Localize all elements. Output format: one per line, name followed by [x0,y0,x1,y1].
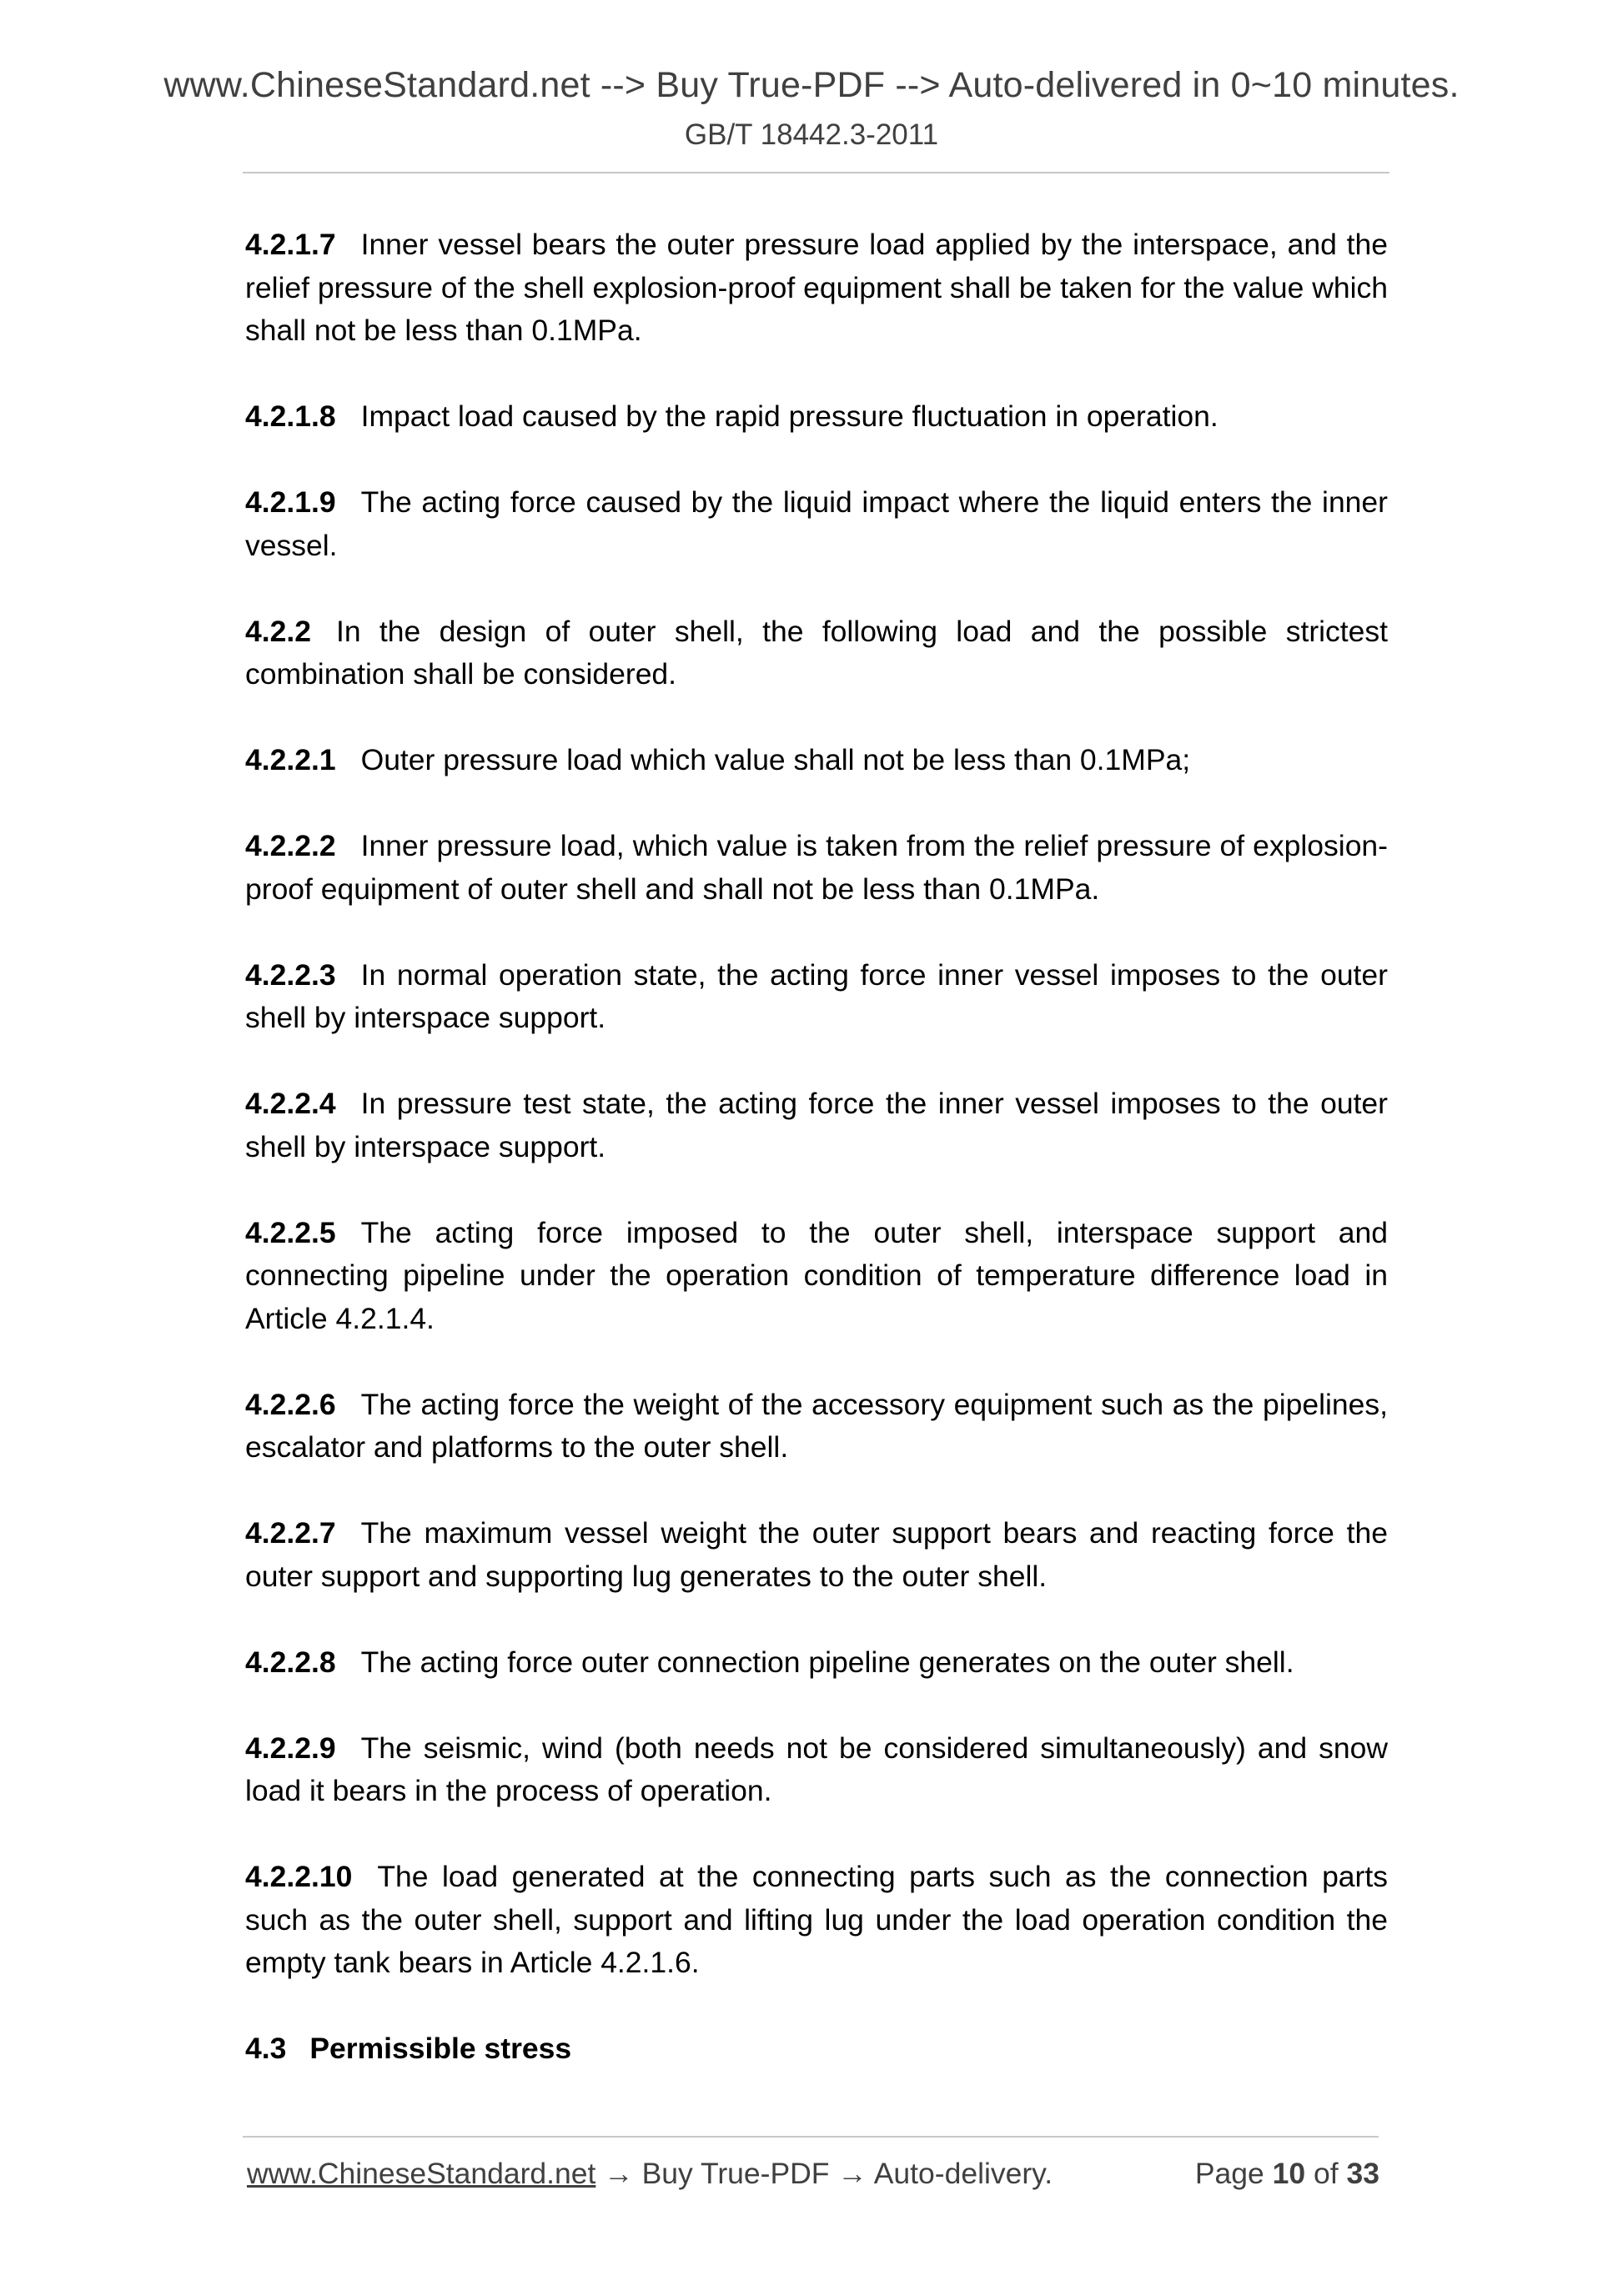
header-banner: www.ChineseStandard.net --> Buy True-PDF --> Auto-delivered in 0~10 minutes. [163,65,1460,105]
section-number: 4.3 [245,2032,287,2065]
clause-4-2-2-2 [245,825,1388,911]
clause-number: 4.2.2.7 [245,1516,336,1550]
clause-text: Impact load caused by the rapid pressure fluctuation in operation. [360,399,1219,433]
clause-number: 4.2.2.4 [245,1087,336,1120]
document-body [245,224,1388,2071]
clause-4-2-2-10 [245,1856,1388,1985]
page-indicator [1195,2157,1379,2191]
clause-4-2-2-9 [245,1727,1388,1813]
clause-number: 4.2.2.6 [245,1387,336,1421]
clause-4-2-2-6 [245,1384,1388,1470]
total-pages: 33 [1346,2157,1379,2190]
clause-4-2-2-4 [245,1083,1388,1168]
clause-text: The maximum vessel weight the outer support bears and reacting force the outer support and supporting lug generates to the outer shell. [245,1516,1388,1593]
clause-text: The acting force outer connection pipeline generates on the outer shell. [360,1645,1294,1679]
clause-text: Inner pressure load, which value is taken from the relief pressure of explosion-proof equipment of outer shell and shall not be less than 0.1MPa. [245,829,1388,906]
clause-number: 4.2.2.1 [245,743,336,776]
footer-links [247,2157,1053,2191]
clause-text: The acting force imposed to the outer shell, interspace support and connecting pipeline under the operation condition of temperature difference load in Article 4.2.1.4. [245,1215,1388,1335]
page-number: 10 [1272,2157,1306,2190]
clause-4-2-2-8 [245,1641,1388,1685]
clause-text: The acting force the weight of the accessory equipment such as the pipelines, escalator and platforms to the outer shell. [245,1387,1388,1464]
clause-4-2-2-7 [245,1512,1388,1598]
clause-text: Outer pressure load which value shall not be less than 0.1MPa; [360,743,1191,776]
footer-divider [243,2136,1379,2138]
clause-number: 4.2.2.10 [245,1860,353,1893]
clause-4-2-1-9 [245,481,1388,567]
clause-4-2-2-5 [245,1212,1388,1341]
header-divider [243,172,1389,173]
clause-4-2-1-8 [245,395,1388,439]
clause-text: In pressure test state, the acting force the inner vessel imposes to the outer shell by interspace support. [245,1087,1388,1163]
section-title: Permissible stress [309,2032,572,2065]
of-label: of [1314,2157,1339,2190]
clause-number: 4.2.2.5 [245,1215,336,1249]
clause-number: 4.2.1.7 [245,228,336,261]
section-heading-4-3 [245,2027,1388,2071]
standard-code: GB/T 18442.3-2011 [684,118,939,151]
clause-text: The load generated at the connecting parts such as the connection parts such as the outer shell, support and lifting lug under the load operation condition the empty tank bears in Article 4.2.1.6. [245,1860,1388,1979]
clause-number: 4.2.2.8 [245,1645,336,1679]
clause-4-2-1-7 [245,224,1388,353]
page-label: Page [1194,2157,1264,2190]
clause-number: 4.2.2.9 [245,1731,336,1765]
clause-text: The seismic, wind (both needs not be considered simultaneously) and snow load it bears in the process of operation. [245,1731,1388,1807]
clause-text: The acting force caused by the liquid impact where the liquid enters the inner vessel. [245,485,1388,562]
clause-text: In normal operation state, the acting force inner vessel imposes to the outer shell by interspace support. [245,957,1388,1034]
clause-number: 4.2.2.3 [245,957,336,992]
clause-4-2-2-1 [245,739,1388,782]
clause-number: 4.2.2 [245,614,311,648]
clause-number: 4.2.1.8 [245,399,336,433]
clause-text: Inner vessel bears the outer pressure load applied by the interspace, and the relief pressure of the shell explosion-proof equipment shall be taken for the value which shall not be less than 0.1MPa. [245,228,1388,347]
clause-number: 4.2.1.9 [245,485,336,519]
clause-4-2-2 [245,610,1388,696]
footer-tail-text: → Buy True-PDF → Auto-delivery. [595,2157,1053,2190]
clause-text: In the design of outer shell, the following load and the possible strictest combination shall be considered. [245,614,1388,691]
clause-4-2-2-3 [245,954,1388,1040]
clause-number: 4.2.2.2 [245,829,336,862]
footer-site-link[interactable]: www.ChineseStandard.net [247,2157,596,2190]
